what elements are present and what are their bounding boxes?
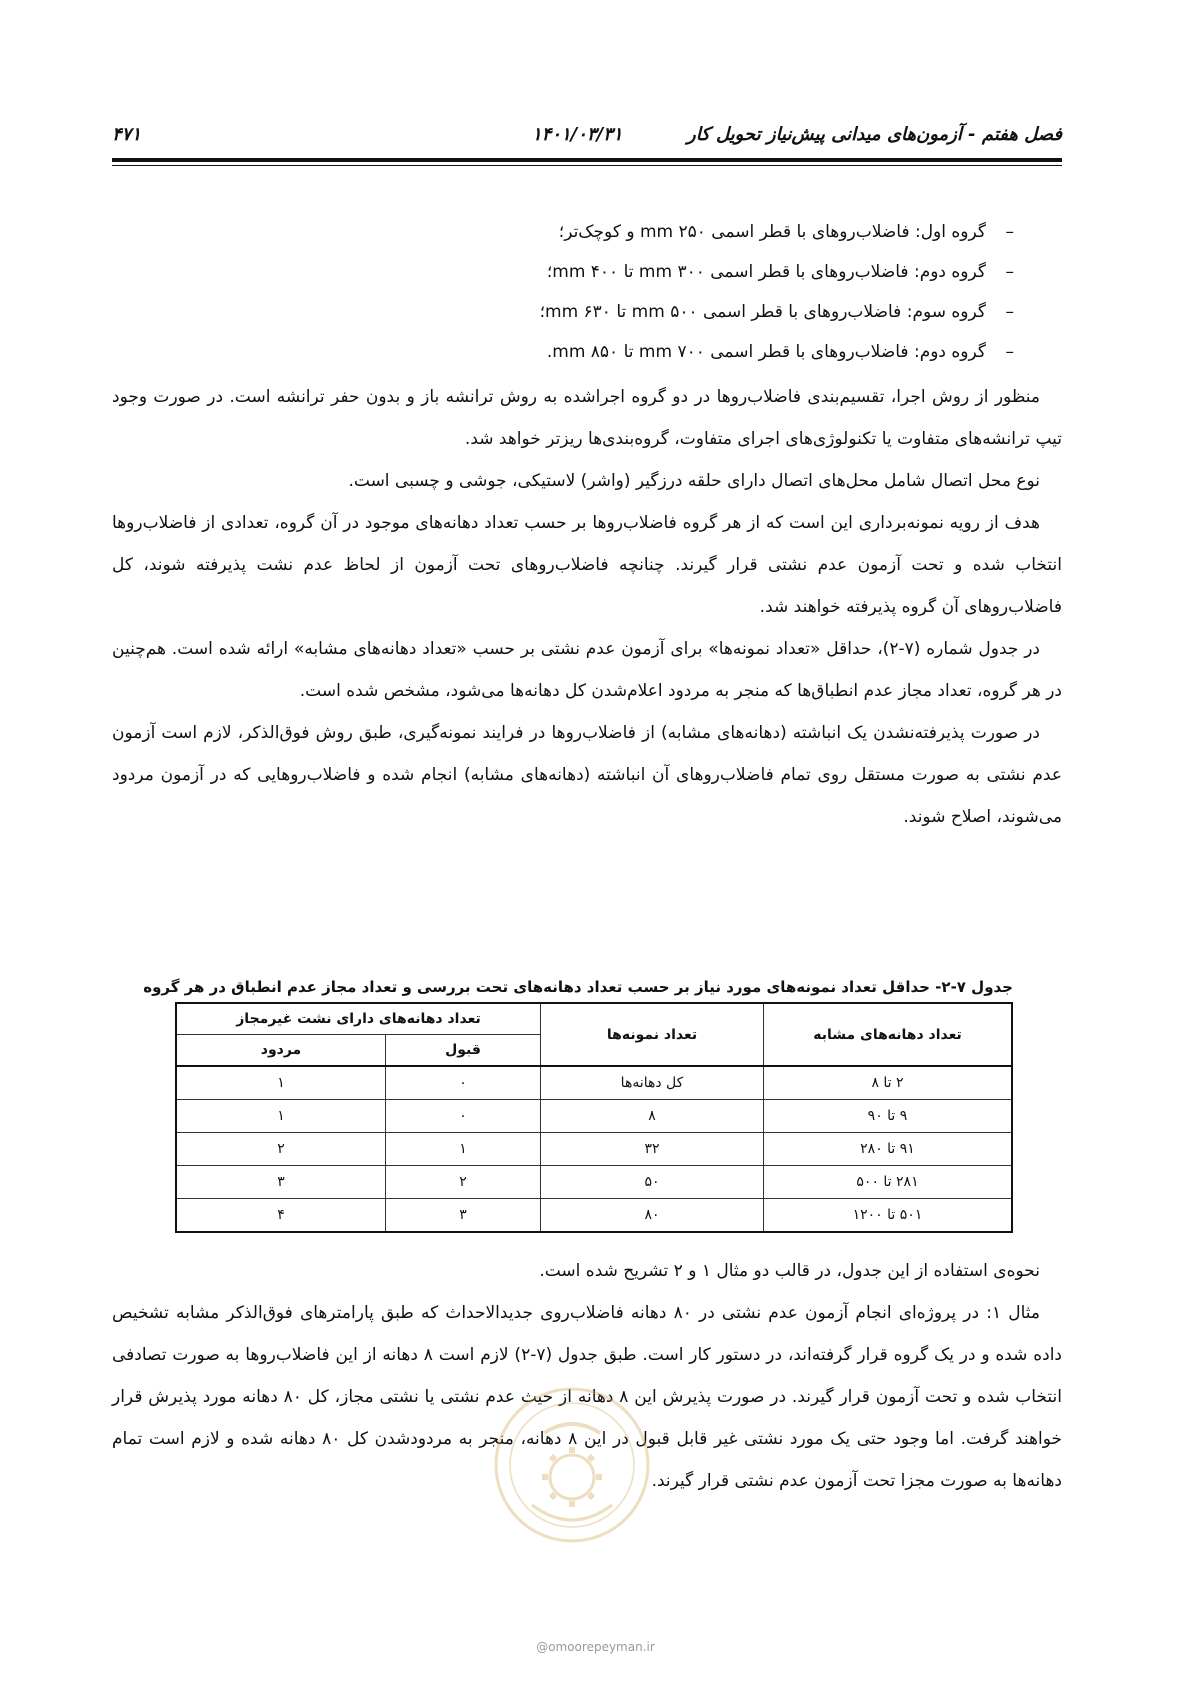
column-header-reject: مردود — [176, 1035, 386, 1067]
chapter-title: فصل هفتم - آزمون‌های میدانی پیش‌نیاز تحویل کار — [687, 124, 1062, 145]
dash-bullet-icon: – — [1005, 302, 1014, 322]
cell-spans: ۹ تا ۹۰ — [764, 1100, 1013, 1133]
data-table — [175, 1002, 1013, 1233]
watermark-seal-icon — [492, 1385, 652, 1545]
table-row — [176, 1166, 1012, 1199]
paragraph: هدف از رویه نمونه‌برداری این است که از هر گروه فاضلاب‌روها بر حسب تعداد دهانه‌های موجود در آن گروه، تعدادی از فاضلاب‌روها انتخاب شده و تحت آزمون عدم نشتی قرار گیرند. چنانچه فاضلاب‌روهای تحت آزمون از لحاظ عدم نشت پذیرفته شوند، کل فاضلاب‌روهای آن گروه پذیرفته خواهند شد. — [112, 513, 1062, 617]
list-item: –گروه سوم: فاضلاب‌روهای با قطر اسمی ۵۰۰ mm تا ۶۳۰ mm؛ — [112, 292, 1014, 332]
cell-reject: ۲ — [176, 1133, 386, 1166]
list-item: –گروه دوم: فاضلاب‌روهای با قطر اسمی ۳۰۰ mm تا ۴۰۰ mm؛ — [112, 252, 1014, 292]
cell-accept: ۱ — [386, 1133, 541, 1166]
column-header-similar-spans: تعداد دهانه‌های مشابه — [764, 1003, 1013, 1066]
header-divider — [112, 158, 1062, 162]
paragraph: در جدول شماره (۷-۲)، حداقل «تعداد نمونه‌ها» برای آزمون عدم نشتی بر حسب «تعداد دهانه‌های مشابه» ارائه شده است. هم‌چنین در هر گروه، تعداد مجاز عدم انطباق‌ها که منجر به مردود اعلام‌شدن کل دهانه‌ها می‌شود، مشخص شده است. — [112, 639, 1062, 701]
table-row — [176, 1133, 1012, 1166]
cell-reject: ۱ — [176, 1066, 386, 1100]
page-number: ۴۷۱ — [112, 124, 142, 145]
dash-bullet-icon: – — [1005, 222, 1014, 242]
table-caption: جدول ۷-۲- حداقل تعداد نمونه‌های مورد نیاز بر حسب تعداد دهانه‌های تحت بررسی و تعداد مجاز عدم انطباق در هر گروه — [143, 978, 1013, 996]
cell-accept: ۰ — [386, 1066, 541, 1100]
table-row — [176, 1199, 1012, 1233]
paragraph: نحوه‌ی استفاده از این جدول، در قالب دو مثال ۱ و ۲ تشریح شده است. — [539, 1261, 1040, 1281]
table-row — [176, 1100, 1012, 1133]
header-divider-thin — [112, 165, 1062, 166]
column-header-samples: تعداد نمونه‌ها — [541, 1003, 764, 1066]
cell-samples: ۸۰ — [541, 1199, 764, 1233]
list-item: –گروه دوم: فاضلاب‌روهای با قطر اسمی ۷۰۰ mm تا ۸۵۰ mm. — [112, 332, 1014, 372]
cell-spans: ۲ تا ۸ — [764, 1066, 1013, 1100]
main-content — [112, 212, 1062, 838]
cell-samples: ۸ — [541, 1100, 764, 1133]
dash-bullet-icon: – — [1005, 342, 1014, 362]
column-header-accept: قبول — [386, 1035, 541, 1067]
column-header-nonconforming: تعداد دهانه‌های دارای نشت غیرمجاز — [176, 1003, 541, 1035]
group-list — [112, 212, 1014, 372]
header-date: ۱۴۰۱/۰۳/۳۱ — [532, 124, 623, 145]
cell-accept: ۳ — [386, 1199, 541, 1233]
dash-bullet-icon: – — [1005, 262, 1014, 282]
paragraph: نوع محل اتصال شامل محل‌های اتصال دارای حلقه درزگیر (واشر) لاستیکی، جوشی و چسبی است. — [348, 471, 1040, 491]
cell-spans: ۲۸۱ تا ۵۰۰ — [764, 1166, 1013, 1199]
cell-accept: ۰ — [386, 1100, 541, 1133]
paragraph: منظور از روش اجرا، تقسیم‌بندی فاضلاب‌روها در دو گروه اجراشده به روش ترانشه باز و بدون حفر ترانشه است. در صورت وجود تیپ ترانشه‌های متفاوت یا تکنولوژی‌های اجرای متفاوت، گروه‌بندی‌ها ریزتر خواهد شد. — [112, 387, 1062, 449]
cell-reject: ۱ — [176, 1100, 386, 1133]
paragraph: در صورت پذیرفته‌نشدن یک انباشته (دهانه‌های مشابه) از فاضلاب‌روها در فرایند نمونه‌گیری، طبق روش فوق‌الذکر، لازم است آزمون عدم نشتی به صورت مستقل روی تمام فاضلاب‌روهای آن انباشته (دهانه‌های مشابه) انجام شده و فاضلاب‌روهایی که در آزمون مردود می‌شوند، اصلاح شوند. — [112, 723, 1062, 827]
cell-samples: ۳۲ — [541, 1133, 764, 1166]
cell-reject: ۴ — [176, 1199, 386, 1233]
watermark-website: @omoorepeyman.ir — [536, 1640, 655, 1654]
list-item: –گروه اول: فاضلاب‌روهای با قطر اسمی ۲۵۰ mm و کوچک‌تر؛ — [112, 212, 1014, 252]
example-paragraph: مثال ۱: در پروژه‌ای انجام آزمون عدم نشتی در ۸۰ دهانه فاضلاب‌روی جدیدالاحداث که طبق پارامترهای فوق‌الذکر مشابه تشخیص داده شده و در یک گروه قرار گرفته‌اند، در دستور کار است. طبق جدول (۷-۲) لازم است ۸ دهانه از این فاضلاب‌روها به صورت تصادفی انتخاب شده و تحت آزمون قرار گیرند. در صورت پذیرش این ۸ دهانه از حیث عدم نشتی یا نشتی مجاز، کل ۸۰ دهانه مورد پذیرش قرار خواهند گرفت. اما وجود حتی یک مورد نشتی غیر قابل قبول در این ۸ دهانه، منجر به مردودشدن کل ۸۰ دهانه شده و لازم است تمام دهانه‌ها به صورت مجزا تحت آزمون عدم نشتی قرار گیرند. — [112, 1303, 1062, 1491]
table-row — [176, 1066, 1012, 1100]
page-header — [112, 118, 1062, 152]
cell-samples: کل دهانه‌ها — [541, 1066, 764, 1100]
cell-samples: ۵۰ — [541, 1166, 764, 1199]
cell-spans: ۹۱ تا ۲۸۰ — [764, 1133, 1013, 1166]
cell-accept: ۲ — [386, 1166, 541, 1199]
sampling-table — [143, 976, 1013, 1233]
cell-reject: ۳ — [176, 1166, 386, 1199]
cell-spans: ۵۰۱ تا ۱۲۰۰ — [764, 1199, 1013, 1233]
